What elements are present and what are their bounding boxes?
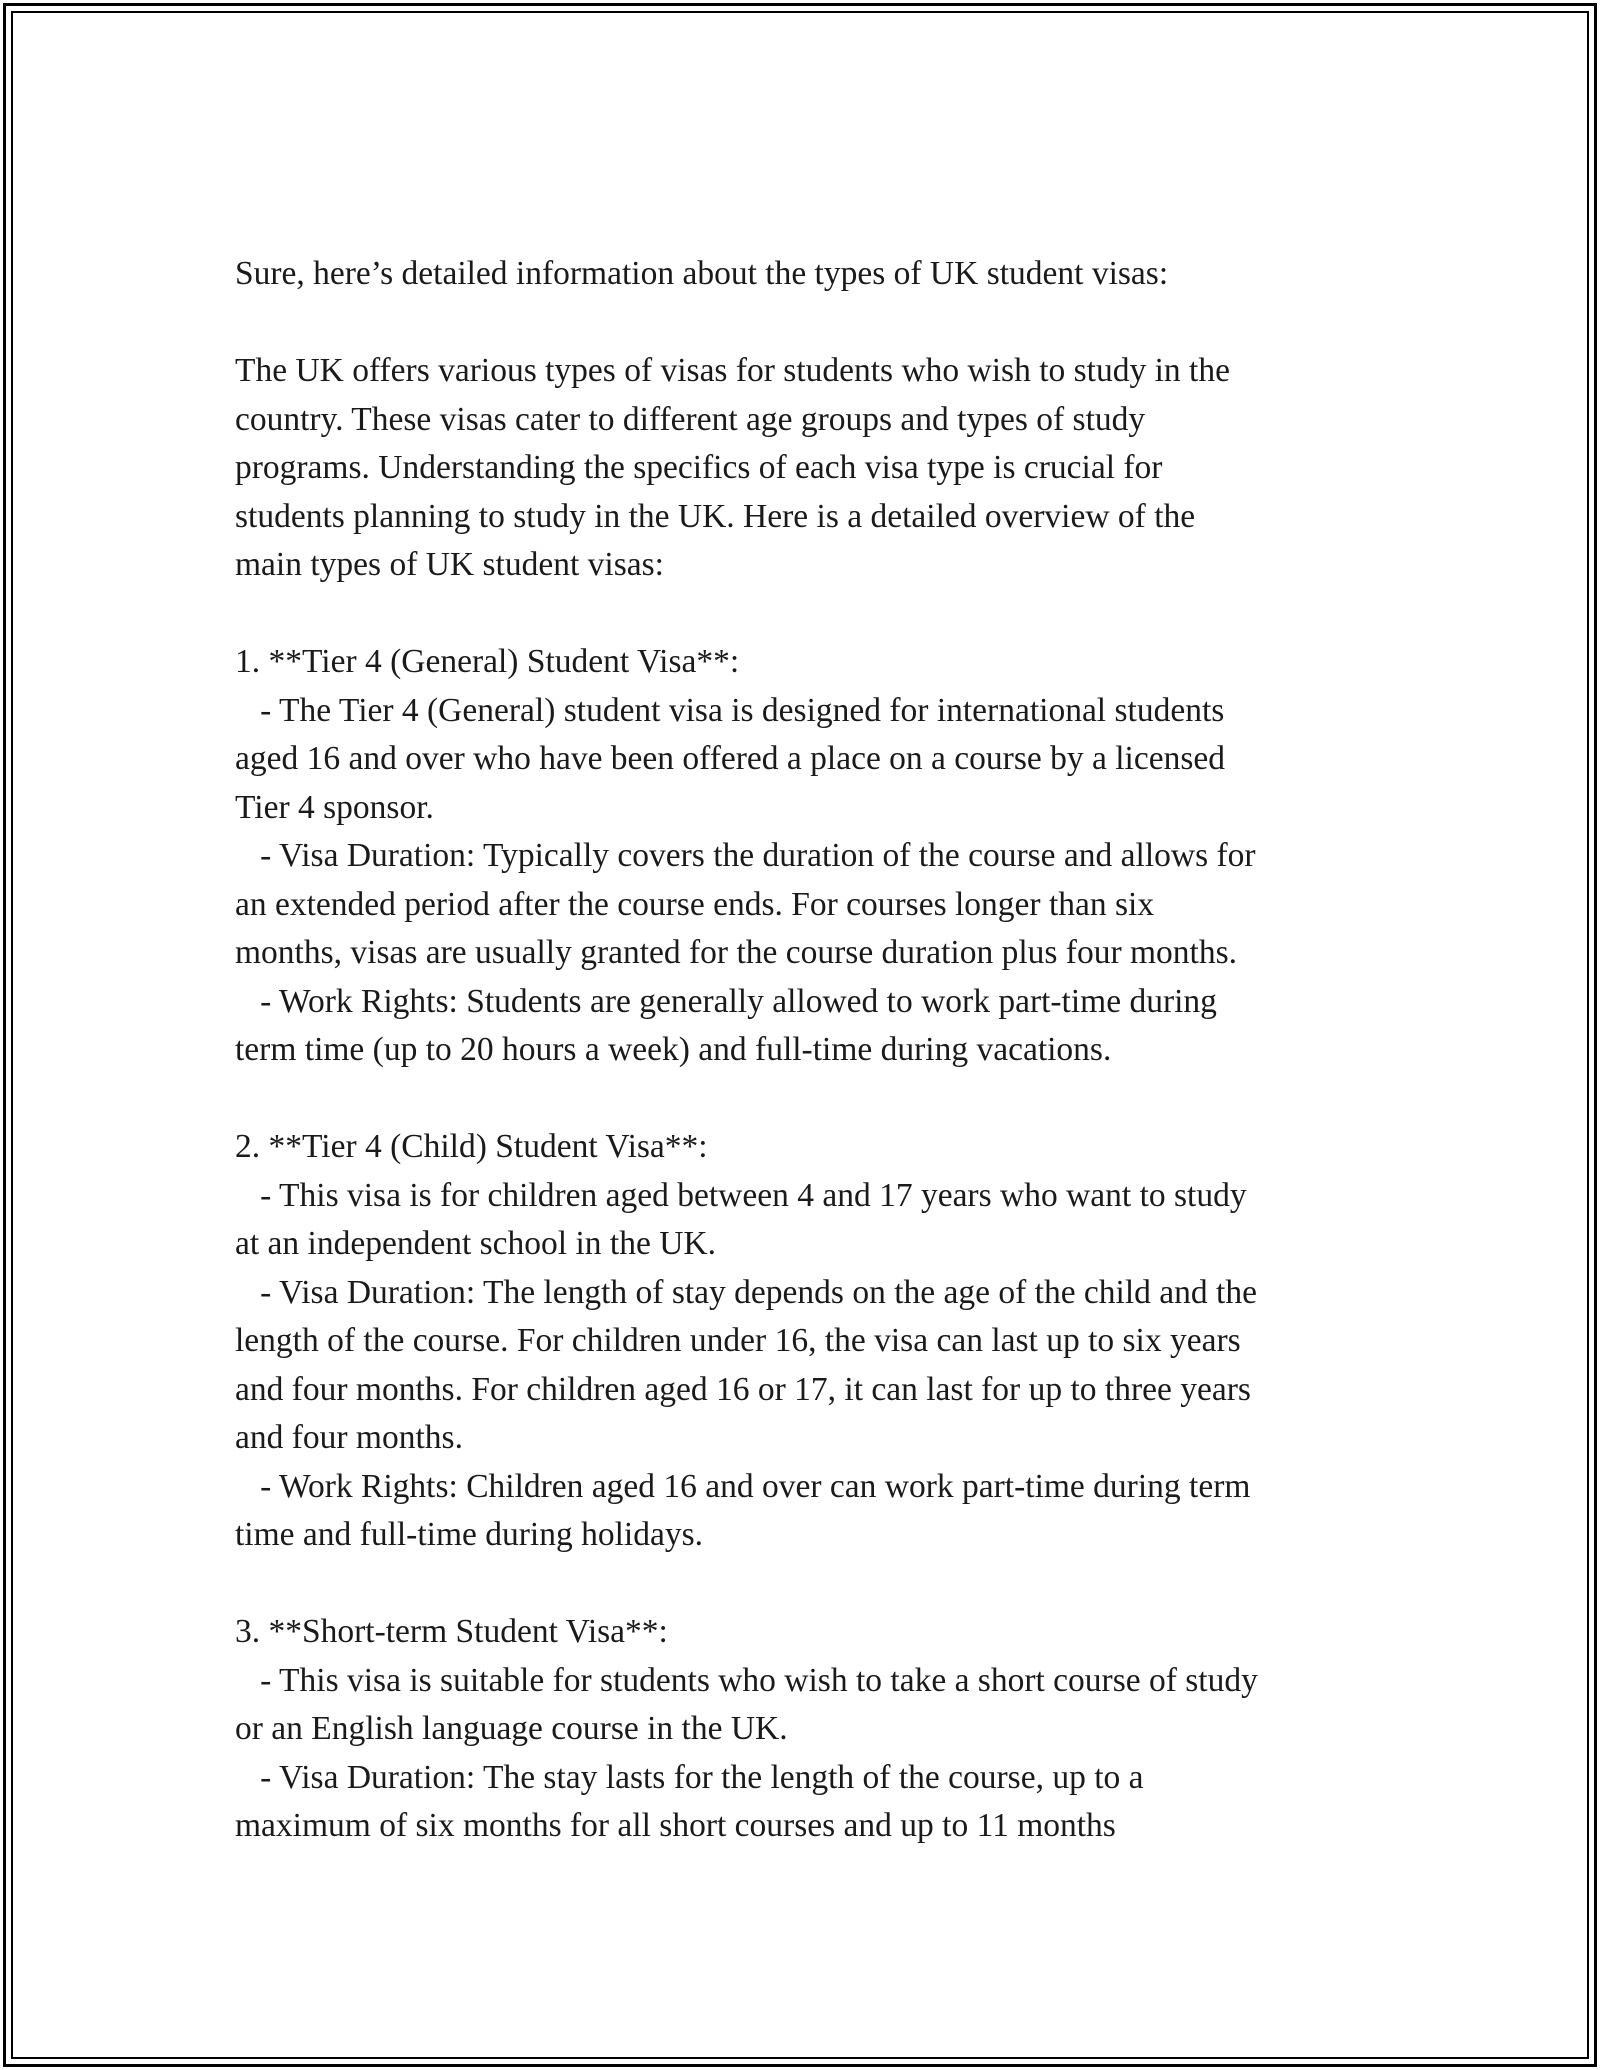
section-heading: 3. **Short-term Student Visa**: (235, 1613, 668, 1650)
section-line: - Work Rights: Students are generally allowed to work part-time during (235, 982, 1217, 1020)
section-line: - Visa Duration: Typically covers the duration of the course and allows for (235, 837, 1256, 874)
overview-line: country. These visas cater to different age groups and types of study (235, 400, 1146, 438)
section-heading: 1. **Tier 4 (General) Student Visa**: (235, 643, 740, 680)
section-line: term time (up to 20 hours a week) and full-time during vacations. (235, 1031, 1112, 1068)
section-line: - The Tier 4 (General) student visa is designed for international students (235, 691, 1225, 729)
section-line: maximum of six months for all short courses and up to 11 months (235, 1807, 1116, 1844)
section-line: an extended period after the course ends. For courses longer than six (235, 885, 1155, 923)
section-line: Tier 4 sponsor. (235, 788, 434, 826)
section-line: and four months. For children aged 16 or 17, it can last for up to three years (235, 1370, 1251, 1408)
section-line: - Work Rights: Children aged 16 and over can work part-time during term (235, 1467, 1251, 1505)
section-heading: 2. **Tier 4 (Child) Student Visa**: (235, 1128, 708, 1165)
section-line: at an independent school in the UK. (235, 1225, 716, 1262)
section-line: - Visa Duration: The length of stay depends on the age of the child and the (235, 1273, 1257, 1311)
blank-line (235, 299, 1395, 348)
section-line: or an English language course in the UK. (235, 1710, 788, 1747)
blank-line (235, 1075, 1395, 1124)
section-line: - This visa is for children aged between 4 and 17 years who want to study (235, 1176, 1247, 1214)
intro-line: Sure, here’s detailed information about the types of UK student visas: (235, 255, 1169, 292)
section-line: length of the course. For children under 16, the visa can last up to six years (235, 1322, 1241, 1359)
section-line: time and full-time during holidays. (235, 1516, 703, 1553)
section-line: - Visa Duration: The stay lasts for the length of the course, up to a (235, 1758, 1144, 1796)
overview-line: programs. Understanding the specifics of each visa type is crucial for (235, 449, 1163, 486)
section-line: - This visa is suitable for students who wish to take a short course of study (235, 1661, 1258, 1699)
overview-line: students planning to study in the UK. Here is a detailed overview of the (235, 497, 1196, 535)
section-line: months, visas are usually granted for the course duration plus four months. (235, 934, 1238, 971)
blank-line (235, 590, 1395, 639)
section-line: aged 16 and over who have been offered a place on a course by a licensed (235, 740, 1225, 777)
blank-line (235, 1560, 1395, 1609)
document-body (235, 250, 1395, 1851)
overview-line: The UK offers various types of visas for students who wish to study in the (235, 352, 1230, 389)
section-line: and four months. (235, 1419, 463, 1456)
overview-line: main types of UK student visas: (235, 546, 664, 583)
